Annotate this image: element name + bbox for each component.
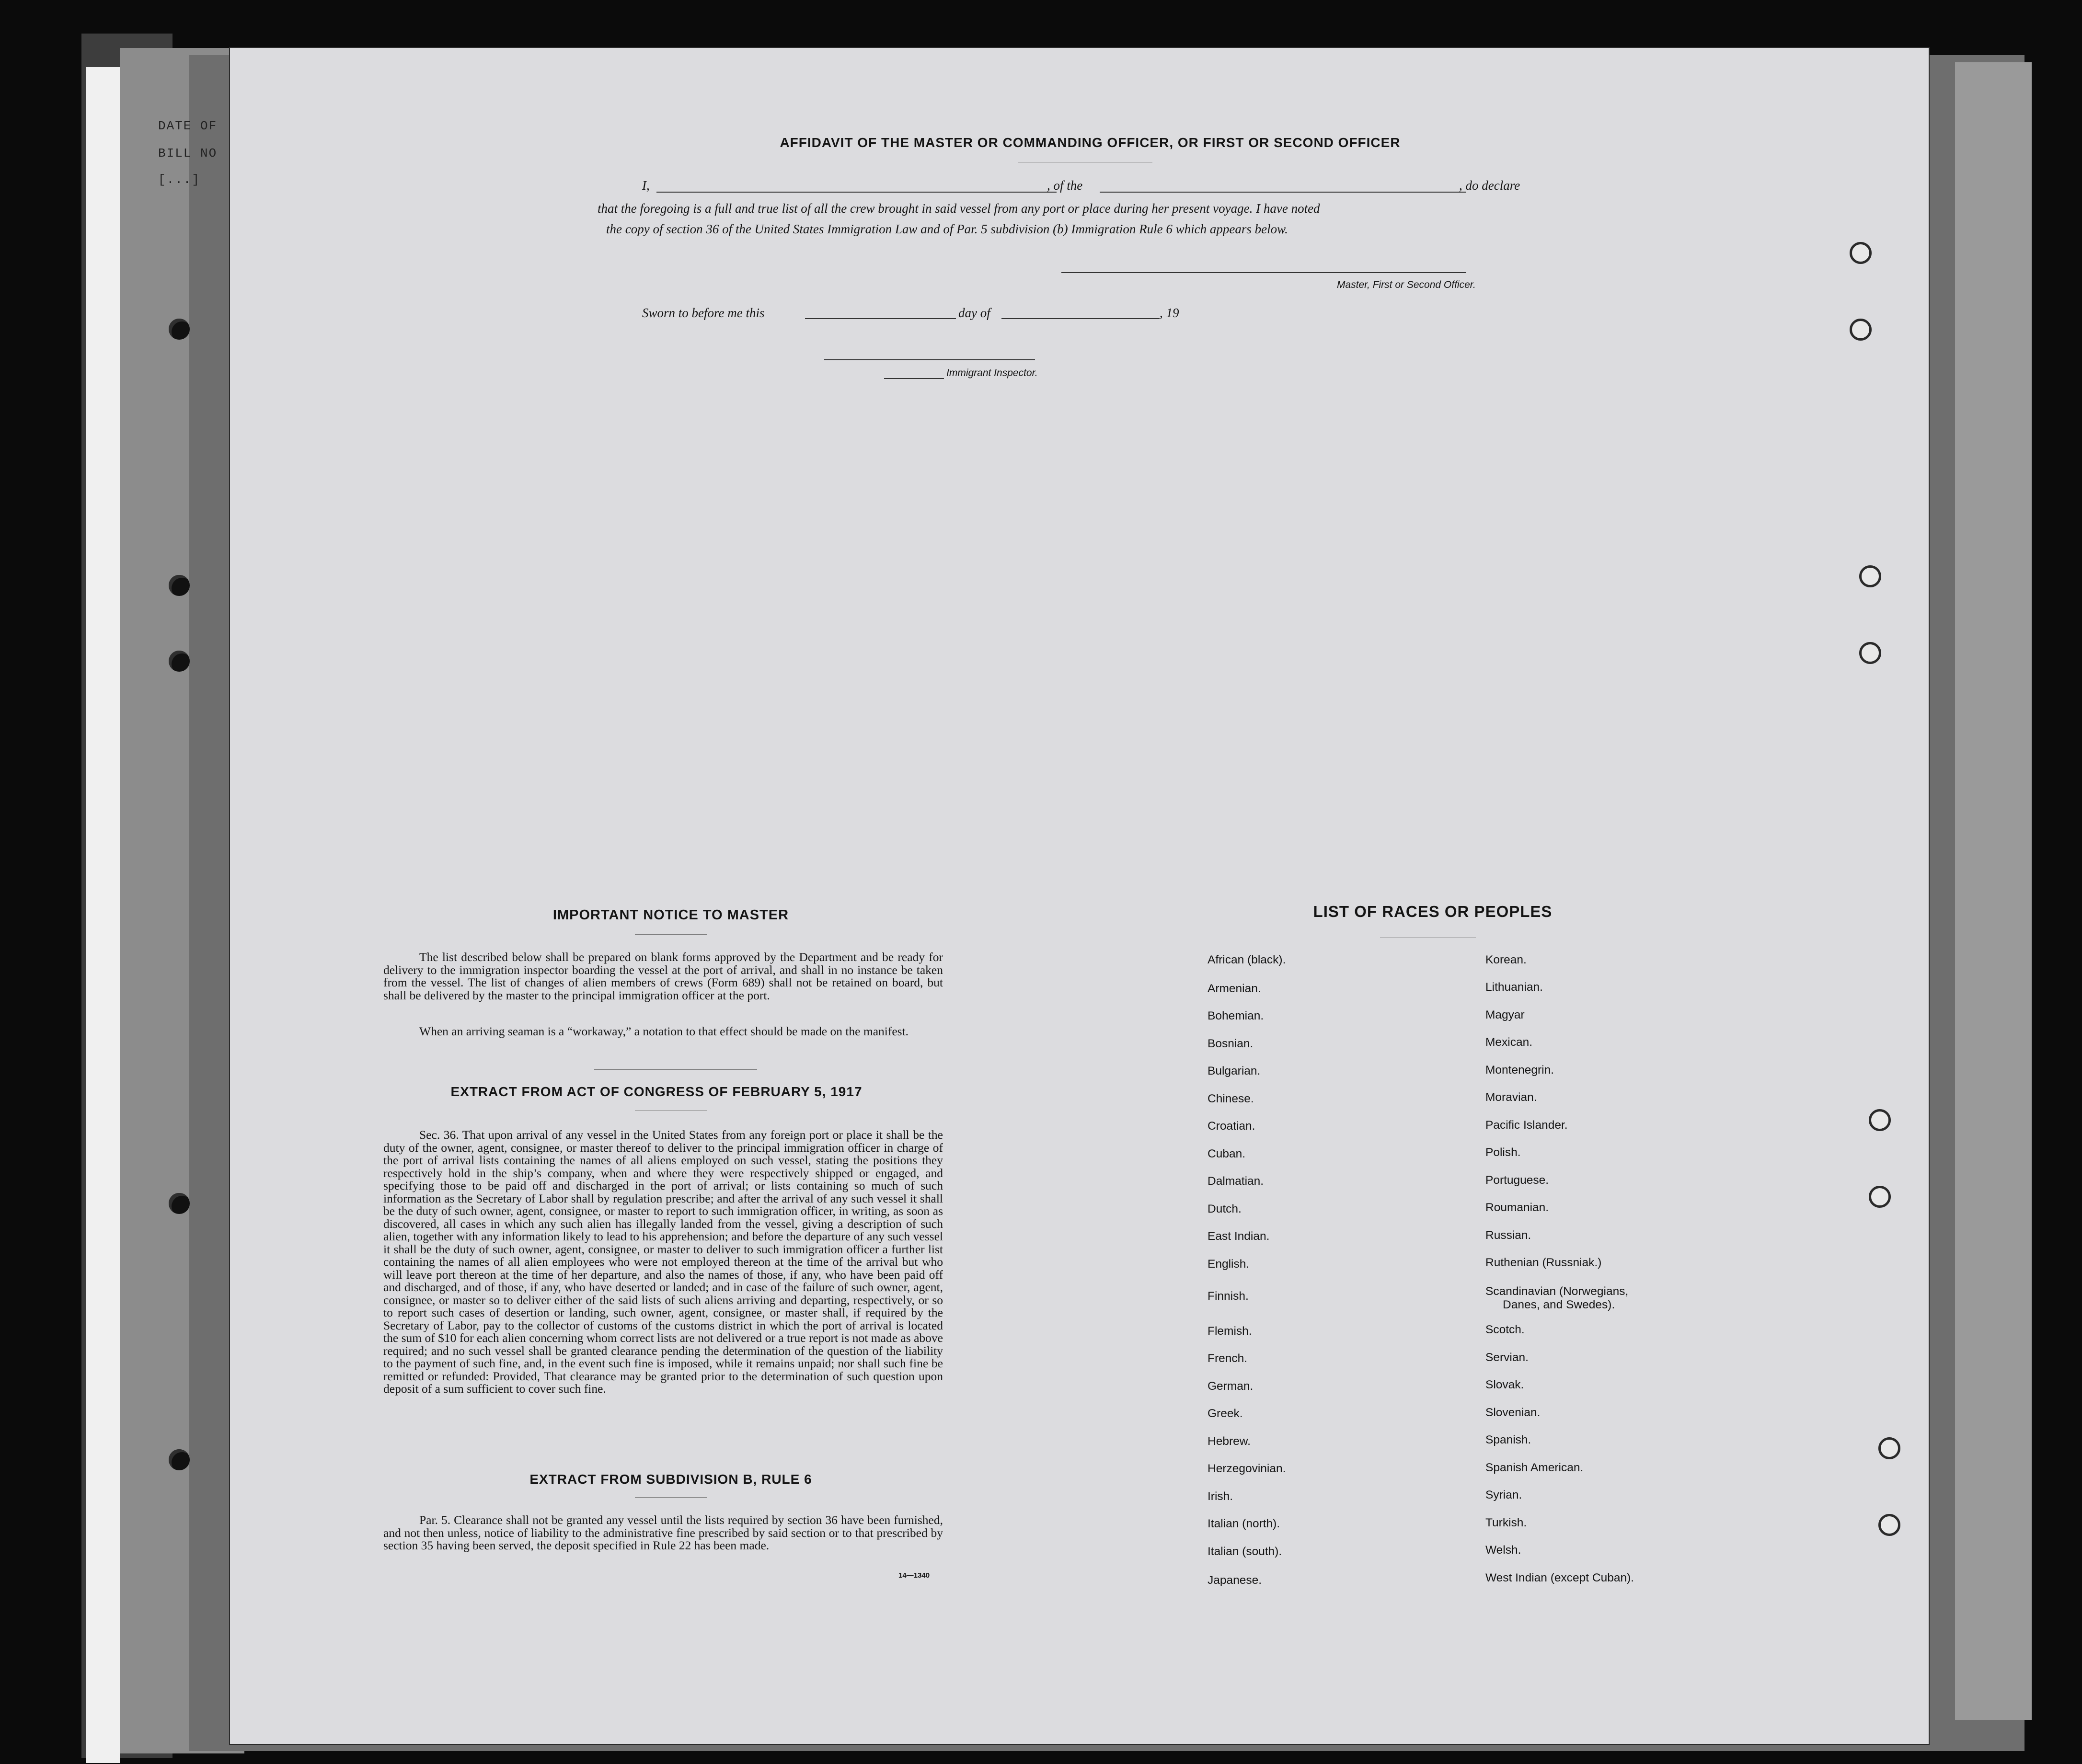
race-item: Greek. (1208, 1407, 1243, 1420)
race-item: Russian. (1485, 1229, 1531, 1242)
race-item: Bosnian. (1208, 1037, 1254, 1050)
binder-edge-paper (86, 67, 120, 1763)
punch-hole (1869, 1109, 1891, 1131)
race-item: Italian (north). (1208, 1517, 1280, 1530)
notice-paragraph-1: The list described below shall be prepared on blank forms approved by the Department and be ready for delivery to the immigration inspector boarding the vessel at the port of arrival, and shall in no instance be taken from the vessel. The list of changes of alien members of crews (Form 689) shall not be retained on board, but shall be delivered by the master to the principal immigration officer at the port. (383, 950, 943, 1002)
form-number: 14—1340 (898, 1571, 930, 1580)
year-text: , 19 (1160, 306, 1179, 320)
inspector-caption: Immigrant Inspector. (946, 367, 1038, 378)
race-item: Chinese. (1208, 1092, 1254, 1105)
month-blank (1001, 318, 1160, 319)
punch-hole (169, 319, 190, 340)
rule-extract-title: EXTRACT FROM SUBDIVISION B, RULE 6 (529, 1472, 812, 1487)
sworn-text: Sworn to before me this (642, 306, 765, 320)
side-label-date: DATE OF (158, 119, 218, 133)
side-label-mark: [...] (158, 172, 201, 187)
race-item: English. (1208, 1258, 1250, 1271)
punch-hole (169, 651, 190, 672)
race-item: Scotch. (1485, 1323, 1525, 1336)
manifest-page (230, 48, 1929, 1744)
punch-hole (1878, 1514, 1900, 1536)
race-item: Bohemian. (1208, 1009, 1264, 1022)
affidavit-title: AFFIDAVIT OF THE MASTER OR COMMANDING OFFICER, OR FIRST OR SECOND OFFICER (780, 135, 1401, 150)
race-item: Italian (south). (1208, 1545, 1282, 1558)
race-item: Scandinavian (Norwegians, (1485, 1285, 1629, 1298)
race-item: Welsh. (1485, 1544, 1521, 1557)
punch-hole (1878, 1437, 1900, 1459)
act-extract-title: EXTRACT FROM ACT OF CONGRESS OF FEBRUARY 5, 1917 (450, 1084, 863, 1099)
race-item: Croatian. (1208, 1120, 1255, 1133)
affidavit-of-the: , of the (1047, 178, 1083, 193)
signature-line (1061, 272, 1466, 273)
side-label-bill: BILL NO (158, 146, 218, 160)
paragraph-5-text: Par. 5. Clearance shall not be granted any vessel until the lists required by section 36 have been furnished, and not then unless, notice of liability to the administrative fine prescribed by said section or to that prescribed by section 35 having been served, the deposit specified in Rule 22 has been made. (383, 1513, 943, 1552)
race-item: East Indian. (1208, 1230, 1270, 1243)
name-blank (656, 192, 1057, 193)
race-item: Polish. (1485, 1146, 1521, 1159)
race-item: Ruthenian (Russniak.) (1485, 1256, 1602, 1269)
race-item: Montenegrin. (1485, 1064, 1554, 1077)
race-item: French. (1208, 1352, 1248, 1365)
race-item: African (black). (1208, 953, 1286, 966)
race-item: Korean. (1485, 953, 1527, 966)
punch-hole (1869, 1186, 1891, 1208)
race-item: Dalmatian. (1208, 1175, 1264, 1188)
affidavit-i: I, (642, 178, 650, 193)
race-item: Bulgarian. (1208, 1065, 1261, 1077)
master-caption: Master, First or Second Officer. (1337, 279, 1476, 290)
race-item: Turkish. (1485, 1516, 1527, 1529)
race-item: Servian. (1485, 1351, 1529, 1364)
section-36-text: Sec. 36. That upon arrival of any vessel in the United States from any foreign port or place it shall be the duty of the owner, agent, consignee, or master thereof to deliver to the principal immigration officer in charge of the port of arrival lists containing the names of all aliens employed on such vessel, stating the positions they respectively hold in the ship’s company, when and where they were respectively shipped or engaged, and specifying those to be paid off and discharged in the port of arrival; or lists containing so much of such information as the Secretary of Labor shall by regulation prescribe; and after the arrival of any such vessel it shall be the duty of such owner, agent, consignee, or master to report to such immigration officer, in writing, as soon as discovered, all cases in which any such alien has illegally landed from the vessel, giving a description of such alien, together with any information likely to lead to his apprehension; and before the departure of any such vessel it shall be the duty of such owner, agent, consignee, or master to deliver to such immigration officer a further list containing the names of all alien employees who were not employed thereon at the time of the arrival but who will leave port thereon at the time of her departure, and also the names of those, if any, who have been paid off and discharged, and of those, if any, who have deserted or landed; and in case of the failure of such owner, agent, consignee, or master so to deliver either of the said lists of such aliens arriving and departing, respectively, or so to report such cases of desertion or landing, such owner, agent, consignee, or master shall, if required by the Secretary of Labor, pay to the collector of customs of the customs district in which the port of arrival is located the sum of $10 for each alien concerning whom correct lists are not delivered or a true report is not made as above required; and no such vessel shall be granted clearance pending the determination of the question of the liability to the payment of such fine, and, in the event such fine is imposed, while it remains unpaid; nor shall such fine be remitted or refunded: Provided, That clearance may be granted prior to the determination of such question upon deposit of a sum sufficient to cover such fine. (383, 1128, 943, 1396)
affidavit-line-3: the copy of section 36 of the United States Immigration Law and of Par. 5 subdivision (b) Immigration Rule 6 which appears below. (606, 222, 1288, 236)
race-item: Lithuanian. (1485, 981, 1543, 994)
races-title: LIST OF RACES OR PEOPLES (1313, 903, 1553, 920)
punch-hole (1859, 642, 1881, 664)
race-item: Magyar (1485, 1008, 1525, 1021)
race-item: German. (1208, 1380, 1254, 1393)
punch-hole (1850, 242, 1872, 264)
race-item: Slovenian. (1485, 1406, 1541, 1419)
race-item: West Indian (except Cuban). (1485, 1571, 1634, 1584)
notice-title: IMPORTANT NOTICE TO MASTER (552, 907, 789, 923)
affidavit-line-2: that the foregoing is a full and true list of all the crew brought in said vessel from any port or place during her present voyage. I have noted (598, 201, 1320, 216)
race-item: Pacific Islander. (1485, 1119, 1568, 1132)
vessel-blank (1100, 192, 1466, 193)
punch-hole (1850, 319, 1872, 341)
race-item: Portuguese. (1485, 1174, 1549, 1187)
race-item: Roumanian. (1485, 1201, 1549, 1214)
race-item: Finnish. (1208, 1290, 1249, 1303)
punch-hole (169, 1449, 190, 1470)
race-item: Syrian. (1485, 1489, 1522, 1501)
punch-hole (169, 1193, 190, 1214)
sworn-day-blank (805, 318, 956, 319)
race-item: Danes, and Swedes). (1503, 1298, 1615, 1311)
race-item: Armenian. (1208, 982, 1261, 995)
punch-hole (1859, 565, 1881, 587)
inspector-caption-rule (884, 378, 944, 379)
race-item: Cuban. (1208, 1147, 1246, 1160)
affidavit-do-declare: , do declare (1459, 178, 1520, 193)
notice-paragraph-2: When an arriving seaman is a “workaway,” a notation to that effect should be made on the manifest. (419, 1024, 909, 1038)
race-item: Dutch. (1208, 1203, 1242, 1215)
race-item: Spanish American. (1485, 1461, 1584, 1474)
race-item: Hebrew. (1208, 1435, 1251, 1448)
race-item: Japanese. (1208, 1574, 1262, 1587)
race-item: Herzegovinian. (1208, 1462, 1286, 1475)
race-item: Flemish. (1208, 1325, 1252, 1338)
race-item: Mexican. (1485, 1036, 1533, 1049)
race-item: Moravian. (1485, 1091, 1537, 1104)
underlying-page-right (1955, 62, 2032, 1720)
race-item: Irish. (1208, 1490, 1233, 1503)
divider (635, 1497, 707, 1498)
day-of-text: day of (958, 306, 990, 320)
punch-hole (169, 575, 190, 596)
divider (635, 934, 707, 935)
divider (594, 1069, 757, 1070)
race-item: Spanish. (1485, 1433, 1531, 1446)
inspector-signature-line (824, 359, 1035, 360)
race-item: Slovak. (1485, 1378, 1524, 1391)
